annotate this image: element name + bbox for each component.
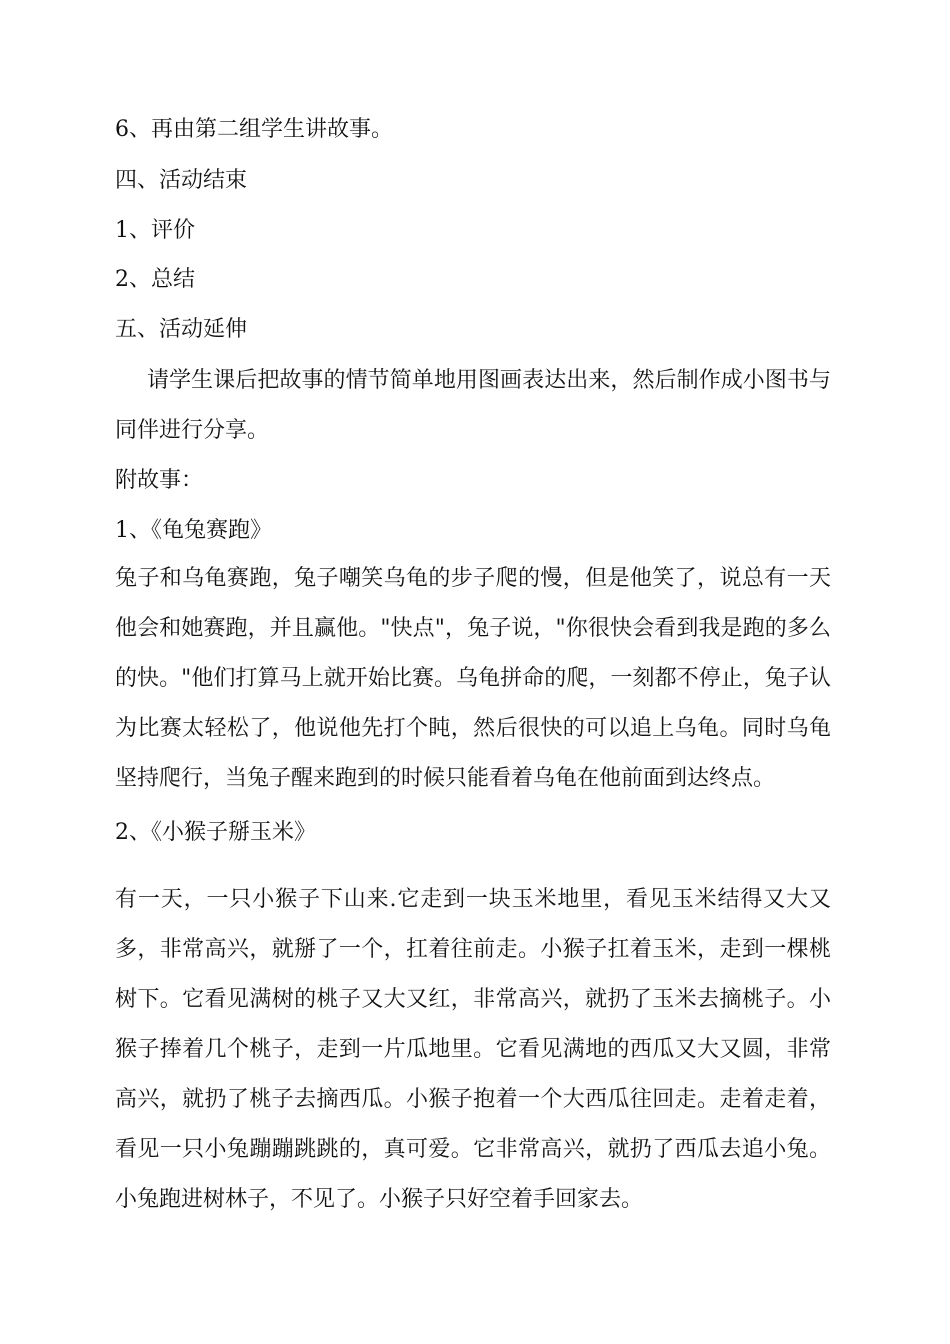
section-5-heading: 五、活动延伸 [115, 317, 248, 342]
story-2-paragraph: 有一天，一只小猴子下山来.它走到一块玉米地里，看见玉米结得又大又多，非常高兴，就掰了一个，扛着往前走。小猴子扛着玉米，走到一棵桃树下。它看见满树的桃子又大又红，非常高兴，就扔了玉米去摘桃子。小猴子捧着几个桃子，走到一片瓜地里。它看见满地的西瓜又大又圆，非常高兴，就扔了桃子去摘西瓜。小猴子抱着一个大西瓜往回走。走着走着，看见一只小兔蹦蹦跳跳的，真可爱。它非常高兴，就扔了西瓜去追小兔。小兔跑进树林子，不见了。小猴子只好空着手回家去。 [115, 887, 831, 1212]
list-item-summary: 2、总结 [115, 267, 195, 292]
story-1-title: 1、《龟兔赛跑》 [115, 518, 272, 543]
story-1-paragraph: 兔子和乌龟赛跑，兔子嘲笑乌龟的步子爬的慢，但是他笑了，说总有一天他会和她赛跑，并且赢他。"快点"，兔子说，"你很快会看到我是跑的多么的快。"他们打算马上就开始比赛。乌龟拼命的爬，一刻都不停止，兔子认为比赛太轻松了，他说他先打个盹，然后很快的可以追上乌龟。同时乌龟坚持爬行，当兔子醒来跑到的时候只能看着乌龟在他前面到达终点。 [115, 566, 831, 791]
step-6-line: 6、再由第二组学生讲故事。 [115, 117, 393, 142]
section-4-heading: 四、活动结束 [115, 168, 248, 193]
story-2-title: 2、《小猴子掰玉米》 [115, 820, 316, 845]
appendix-heading: 附故事： [115, 468, 204, 493]
extension-paragraph: 请学生课后把故事的情节简单地用图画表达出来，然后制作成小图书与同伴进行分享。 [115, 368, 831, 443]
list-item-evaluation: 1、评价 [115, 218, 195, 243]
